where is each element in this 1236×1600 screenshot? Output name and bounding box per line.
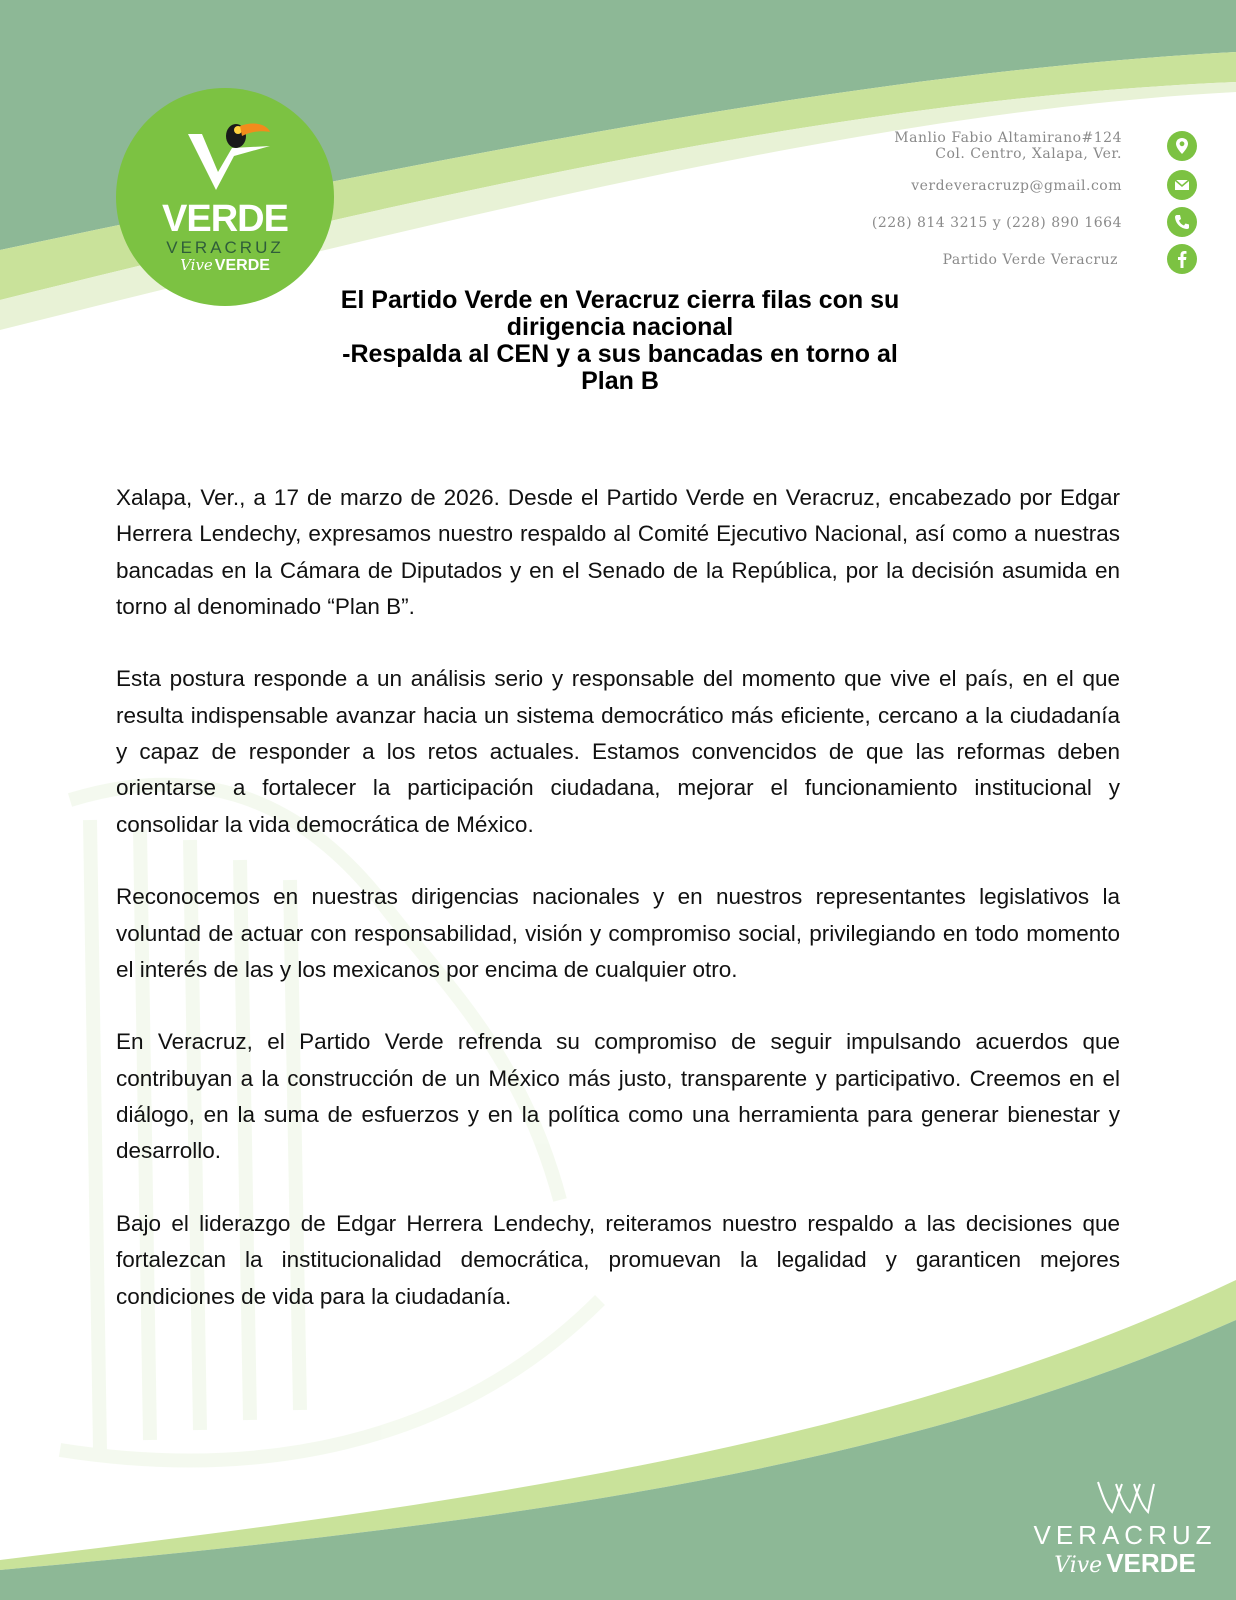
title-line: El Partido Verde en Veracruz cierra filas con su [340, 286, 900, 314]
body-paragraph: En Veracruz, el Partido Verde refrenda su compromiso de seguir impulsando acuerdos que contribuyan a la construcción de un México más justo, transparente y participativo. Creemos en el diálogo, en la suma de esfuerzos y en la política como una herramienta para generar bienestar y desarrollo. [116, 1029, 1120, 1164]
contact-address-line2: Col. Centro, Xalapa, Ver. [935, 146, 1122, 162]
title-line: -Respalda al CEN y a sus bancadas en torno al [342, 340, 898, 368]
footer-logo-veracruz: VERACRUZ [1033, 1520, 1217, 1550]
document-body [116, 480, 1120, 1351]
body-paragraph: Esta postura responde a un análisis serio y responsable del momento que vive el país, en el que resulta indispensable avanzar hacia un sistema democrático más eficiente, cercano a la ciudadanía y capaz de responder a los retos actuales. Estamos convencidos de que las reformas deben orientarse a fortalecer la participación ciudadana, mejorar el funcionamiento institucional y consolidar la vida democrática de México. [116, 666, 1120, 837]
footer-logo-slogan [1030, 1548, 1220, 1579]
contact-phone: (228) 814 3215 y (228) 890 1664 [871, 215, 1122, 231]
body-paragraph: Reconocemos en nuestras dirigencias nacionales y en nuestros representantes legislativos la voluntad de actuar con responsabilidad, visión y compromiso social, privilegiando en todo momento el interés de las y los mexicanos por encima de cualquier otro. [116, 884, 1120, 982]
contact-address-line1: Manlio Fabio Altamirano#124 [894, 130, 1122, 146]
document-title [290, 287, 950, 395]
logo-slogan-bold: VERDE [214, 257, 270, 274]
footer-logo-slogan-bold: VERDE [1106, 1548, 1196, 1578]
toucan-v-icon [178, 116, 278, 196]
title-line: Plan B [581, 367, 659, 395]
logo-word-verde: VERDE [162, 198, 288, 240]
logo-word-veracruz: VERACRUZ [166, 238, 284, 257]
phone-icon [1167, 207, 1197, 237]
contact-email[interactable]: verdeveracruzp@gmail.com [911, 178, 1122, 194]
body-paragraph: Bajo el liderazgo de Edgar Herrera Lendechy, reiteramos nuestro respaldo a las decisiones que fortalezcan la institucionalidad democrática, promuevan la legalidad y garanticen mejores condiciones de vida para la ciudadanía. [116, 1210, 1120, 1309]
facebook-icon[interactable] [1167, 244, 1197, 274]
logo-slogan [116, 256, 334, 275]
contact-address [894, 130, 1122, 162]
verde-logo [116, 88, 334, 306]
title-line: dirigencia nacional [506, 313, 734, 341]
location-pin-icon [1167, 131, 1197, 161]
vine-icon [1092, 1480, 1158, 1516]
body-paragraph: Xalapa, Ver., a 17 de marzo de 2026. Desde el Partido Verde en Veracruz, encabezado por Edgar Herrera Lendechy, expresamos nuestro respaldo al Comité Ejecutivo Nacional, así como a nuestras bancadas en la Cámara de Diputados y en el Senado de la República, por la decisión asumida en torno al denominado “Plan B”. [116, 485, 1120, 619]
footer-logo [1030, 1480, 1220, 1580]
footer-logo-slogan-script: Vive [1054, 1553, 1103, 1578]
logo-slogan-script: Vive [180, 256, 213, 274]
mail-icon [1167, 170, 1197, 200]
contact-facebook[interactable]: Partido Verde Veracruz [942, 252, 1118, 268]
